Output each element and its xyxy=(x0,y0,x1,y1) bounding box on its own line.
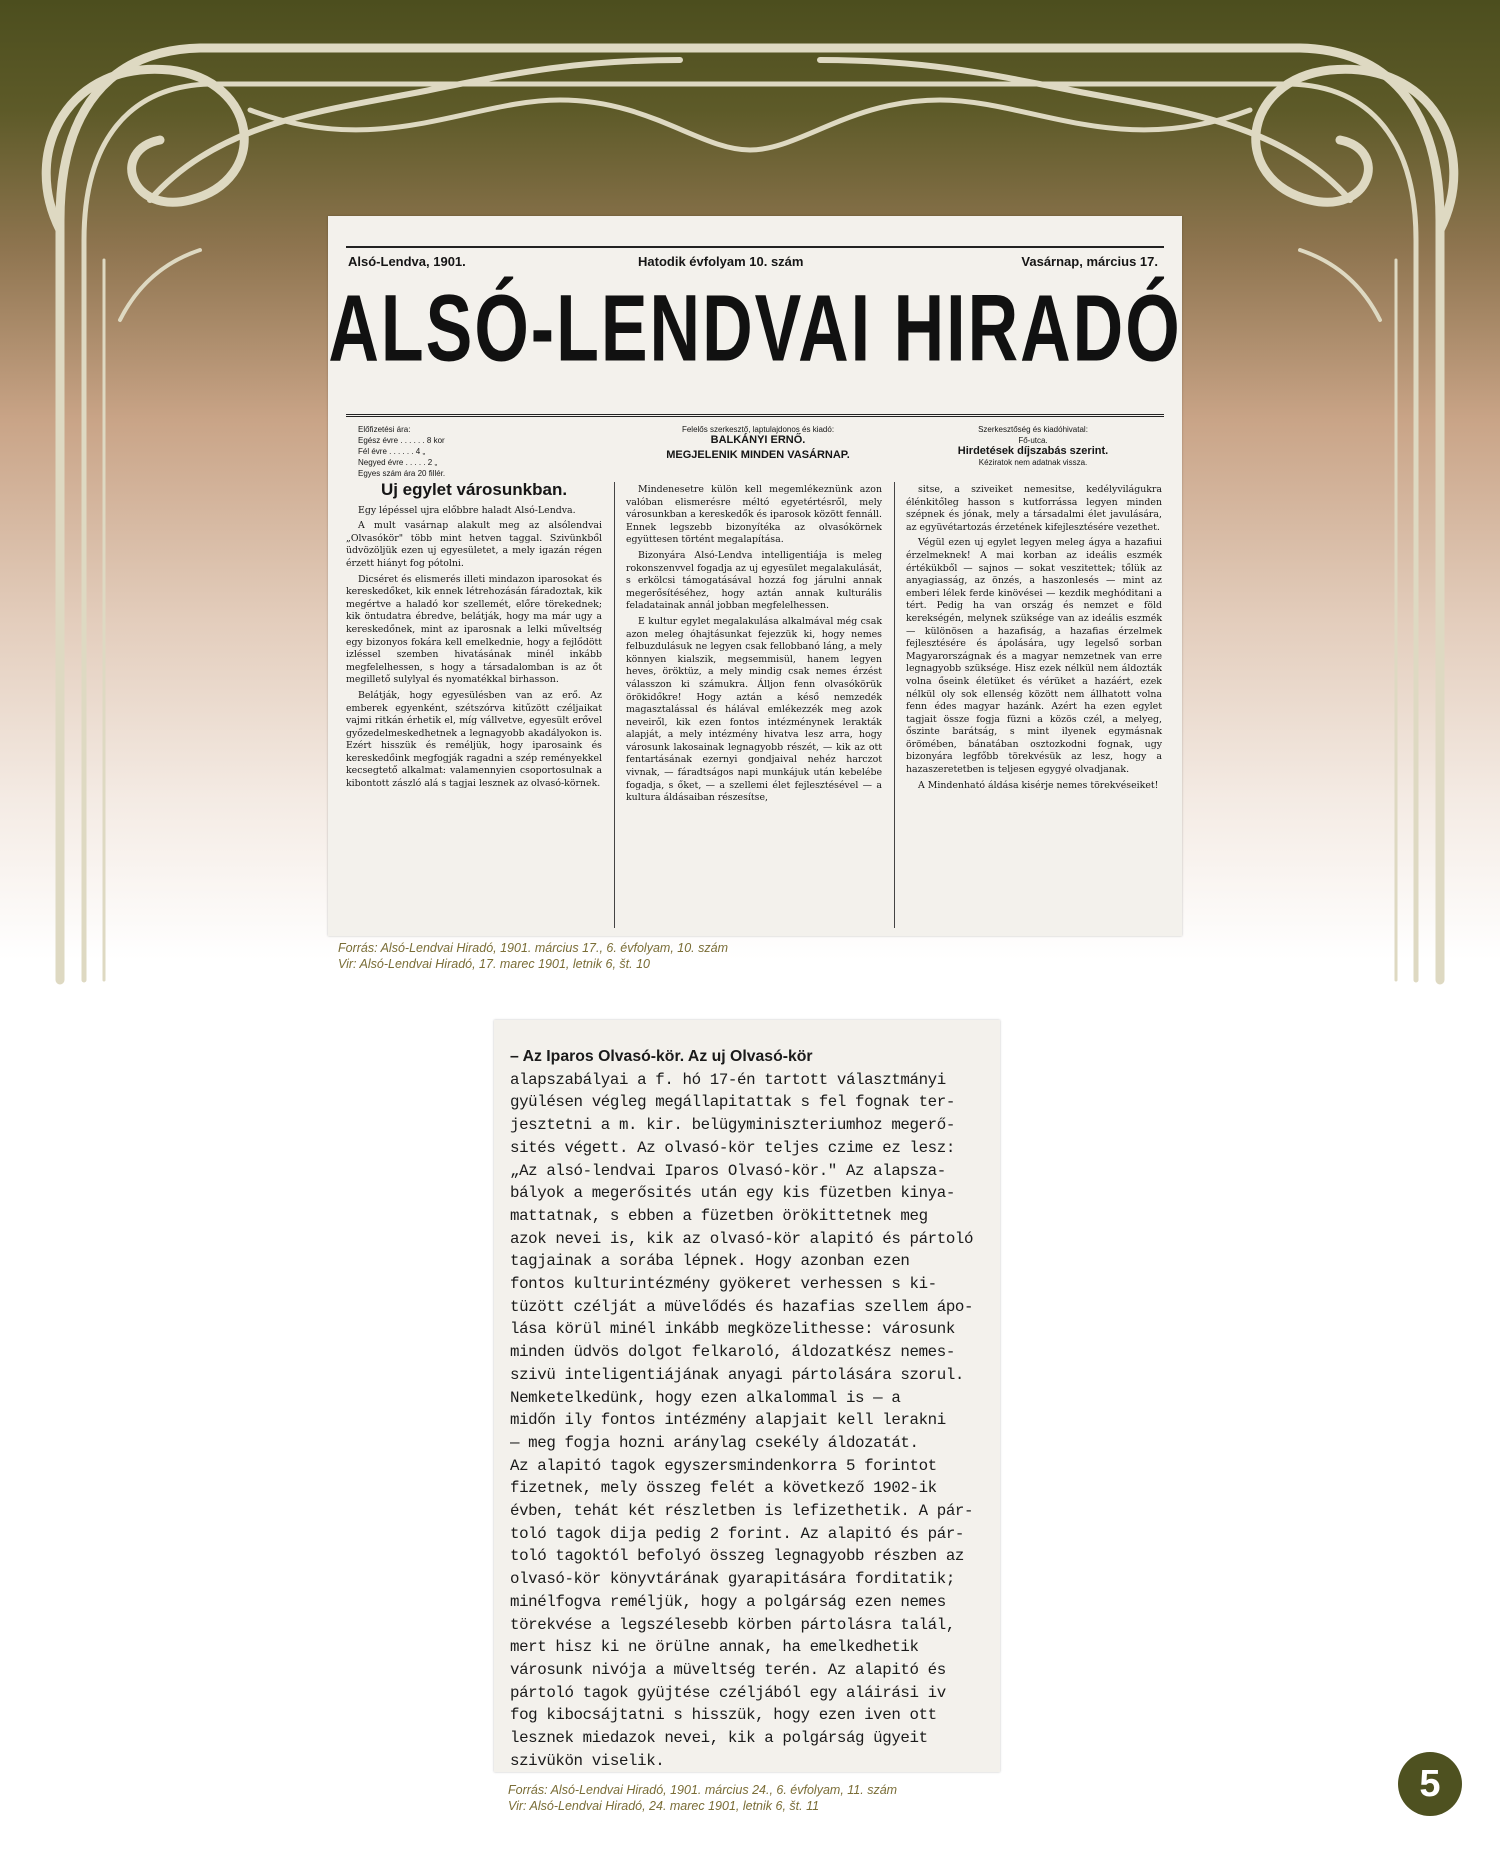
column-divider xyxy=(894,482,895,928)
paragraph: Dicséret és elismerés illeti mindazon iparosokat és kereskedőket, kik ennek létrehozásán fáradoztak, kik megértve a haladó kor szellemét, előre törekednek; kik öntudatra ébredve, belátják, hogy ma már ugy a kereskedőnek, mint az iparosnak a lelki műveltség egy bizonyos fokára kell emelkednie, hogy a fejlődött izléssel szemben hivatásának minél inkább megfelelhessen, s hogy a társadalomban is az őt megillető sulylyal és nyomatékkal birhasson. xyxy=(346,573,602,686)
info-line: Egész évre . . . . . . 8 kor xyxy=(358,436,445,445)
text-line: alapszabályai a f. hó 17-én tartott választmányi xyxy=(510,1070,946,1089)
text-line: toló tagoktól befolyó összeg legnagyobb részben az xyxy=(510,1547,964,1566)
newspaper-clipping-news-item xyxy=(494,1020,1000,1772)
news-item-text xyxy=(510,1046,984,1773)
text-line: olvasó-kör könyvtárának gyarapitására forditatik; xyxy=(510,1570,955,1589)
info-line: Egyes szám ára 20 fillér. xyxy=(358,469,446,478)
source-caption-1 xyxy=(338,940,728,972)
text-line: pártoló tagok gyüjtése czéljából egy aláirási iv xyxy=(510,1683,946,1702)
text-line: sités végett. Az olvasó-kör teljes czime ez lesz: xyxy=(510,1138,955,1157)
text-line: minélfogva reméljük, hogy a polgárság ezen nemes xyxy=(510,1592,946,1611)
text-line: fontos kulturintézmény gyökeret verhessen s ki- xyxy=(510,1275,937,1294)
text-line: azok nevei is, kik az olvasó-kör alapitó és pártoló xyxy=(510,1229,974,1248)
info-line: Előfizetési ára: xyxy=(358,425,411,434)
caption-line: Vir: Alsó-Lendvai Hiradó, 24. marec 1901, letnik 6, št. 11 xyxy=(508,1799,820,1813)
info-line: Kéziratok nem adatnak vissza. xyxy=(978,458,1088,467)
text-line: Nemketelkedünk, hogy ezen alkalommal is — a xyxy=(510,1388,901,1407)
text-line: fizetnek, mely összeg felét a következő 1902-ik xyxy=(510,1479,937,1498)
text-line: lása körül minél inkább megközelithesse: városunk xyxy=(510,1320,955,1339)
publication-schedule: MEGJELENIK MINDEN VASÁRNAP. xyxy=(666,449,850,461)
paragraph: Egy lépéssel ujra előbbre haladt Alsó-Lendva. xyxy=(358,504,576,516)
info-line: Felelős szerkesztő, laptulajdonos és kiadó: xyxy=(681,425,835,434)
ads-info: Hirdetések díjszabás szerint. xyxy=(957,445,1109,457)
masthead-bottom-rule xyxy=(346,414,1164,417)
article-column-2 xyxy=(626,484,882,808)
paragraph: E kultur egylet megalakulása alkalmával még csak azon meleg óhajtásunkat fejezzük ki, hogy nemes felbuzdulásuk ne legyen csak fellobbanó láng, a mely könnyen kialszik, megsemmisül, hanem legyen heves, öröktüz, a mely mindig csak nemes érzést válasszon ki számukra. Álljon fenn olvasókörük örökidőkre! Hogy aztán a késő nemzedék magasztalással és hálával emlékezzék meg azok neveiről, kik ezen fontos intézménynek lerakták alapját, a mely intézmény hivatva lesz arra, hogy városunk lakosainak legnagyobb részét, — kik az ott fentartásának ezernyi gondjaival nehéz harczot vivnak, — fáradtságos napi munkájuk után kebelébe fogadja, s őket, — a szellemi élet fejlesztésével — a kultura áldásaiban részesítse, xyxy=(626,615,882,804)
text-line: Az alapitó tagok egyszersmindenkorra 5 forintot xyxy=(510,1456,937,1475)
masthead-place: Alsó-Lendva, 1901. xyxy=(348,254,466,269)
text-line: fog kibocsájtatni s hisszük, hogy ezen iven ott xyxy=(510,1706,937,1725)
text-line: szivü inteligentiájának anyagi pártolására szorul. xyxy=(510,1365,964,1384)
paragraph: Bizonyára Alsó-Lendva intelligentiája is meleg rokonszenvvel fogadja az uj egyesület megalakulását, s erkölcsi támogatásával hozzá fog járulni annak megerősítéséhez, hogy aztán annak kulturális feladatainak annál jobban megfelelhessen. xyxy=(626,549,882,612)
info-line: Negyed évre . . . . . 2 „ xyxy=(358,458,438,467)
info-line: Szerkesztőség és kiadóhivatal: xyxy=(978,425,1088,434)
page-number-badge: 5 xyxy=(1398,1752,1462,1816)
text-line: midőn ily fontos intézmény alapjait kell lerakni xyxy=(510,1411,946,1430)
text-line: tagjainak a sorába lépnek. Hogy azonban ezen xyxy=(510,1252,910,1271)
caption-line: Forrás: Alsó-Lendvai Hiradó, 1901. március 24., 6. évfolyam, 11. szám xyxy=(508,1783,898,1797)
text-line: törekvése a legszélesebb körben pártolásra talál, xyxy=(510,1615,955,1634)
text-line: szivükön viselik. xyxy=(510,1751,665,1770)
masthead-top-rule xyxy=(346,246,1164,248)
masthead-date: Vasárnap, március 17. xyxy=(1021,254,1158,269)
text-line: toló tagok dija pedig 2 forint. Az alapitó és pár- xyxy=(510,1524,964,1543)
text-line: gyülésen végleg megállapitattak s fel fognak ter- xyxy=(510,1093,955,1112)
text-line: „Az alsó-lendvai Iparos Olvasó-kör." Az alapsza- xyxy=(510,1161,946,1180)
article-title: Uj egylet városunkban. xyxy=(380,480,568,499)
column-divider xyxy=(614,482,615,928)
text-line: városunk nivója a müveltség terén. Az alapitó és xyxy=(510,1660,946,1679)
caption-line: Forrás: Alsó-Lendvai Hiradó, 1901. március 17., 6. évfolyam, 10. szám xyxy=(338,941,728,955)
info-line: Fő-utca. xyxy=(1018,436,1048,445)
text-line: — meg fogja hozni aránylag csekély áldozatát. xyxy=(510,1433,919,1452)
info-line: Fél évre . . . . . . 4 „ xyxy=(358,447,426,456)
text-line: mert hisz ki ne örülne annak, ha emelkedhetik xyxy=(510,1638,919,1657)
paragraph: A mult vasárnap alakult meg az alsólendvai „Olvasókör" több mint hetven taggal. Szivünkből üdvözöljük ezen uj egyesületet, a mely igazán régen érzett hiányt fog pótolni. xyxy=(346,520,602,569)
publisher-info xyxy=(638,424,878,461)
office-info xyxy=(908,424,1158,468)
newspaper-clipping-front-page xyxy=(328,216,1182,936)
text-line: lesznek miedazok nevei, kik a polgárság ügyeit xyxy=(510,1729,928,1748)
paragraph: Belátják, hogy egyesülésben van az erő. Az emberek egyenként, szétszórva kitűzött czéljaikat vajmi ritkán érhetik el, míg vállvetve, egyesült erővel győzedelmeskedhetnek a legnagyobb akadályokon is. Ezért hisszük és reméljük, hogy iparosaink és kereskedőink megfogják ragadni a szép reményekkel kecsegtető alkalmat: valamennyien csoportosulnak a kibontott zászló alá s tagjai lesznek az olvasó-körnek. xyxy=(346,689,602,790)
article-column-1 xyxy=(346,480,602,794)
paragraph: Végül ezen uj egylet legyen meleg ágya a hazafiui érzelmeknek! A mai korban az ideális eszmék értékükből — sajnos — sokat veszitettek; tőlük az anyagiasság, az önzés, a haszonlesés — mint az emberi lélek ferde kinövései — kezdik meghóditani a tért. Pedig ha van ország és nemzet e föld kerekségén, melynek szüksége van az ideális eszmék — különösen a hazafiság, a hazafias érzelmek fejlesztésére és ápolására, ugy legelső sorban Magyarországnak és a magyar nemzetnek van erre legnagyobb szüksége. Hisz ezek nélkül nem áldozták volna őseink életüket és vérüket a hazáért, ezek nélkül oly sok ellenség között nem állhatott volna fenn édes magyar hazánk. Azért ha ezen egylet tagjait össze fogja füzni a közös czél, a melyeg, őszinte barátság, s mint ilyenek egymásnak örömében, bánatában osztozkodni fognak, ugy bizonyára legfőbb törekvésük az lesz, hogy a hazaszeretetben is teljesen egygyé olvadjanak. xyxy=(906,537,1162,776)
publisher-name: BALKÁNYI ERNŐ. xyxy=(710,434,806,446)
newspaper-title: ALSÓ-LENDVAI HIRADÓ xyxy=(328,275,1182,381)
subscription-info xyxy=(358,424,598,479)
text-line: jesztetni a m. kir. belügyminiszteriumhoz megerő- xyxy=(510,1116,955,1135)
source-caption-2 xyxy=(508,1782,897,1814)
text-line: – Az Iparos Olvasó-kör. Az uj Olvasó-kör xyxy=(510,1048,813,1065)
text-line: tüzött czélját a müvelődés és hazafias szellem ápo- xyxy=(510,1297,974,1316)
text-line: évben, tehát két részletben is lefizethetik. A pár- xyxy=(510,1502,974,1521)
masthead-volume: Hatodik évfolyam 10. szám xyxy=(638,254,804,269)
text-line: minden üdvös dolgot felkaroló, áldozatkész nemes- xyxy=(510,1343,955,1362)
paragraph: Mindenesetre külön kell megemlékeznünk azon valóban elismerésre méltó egyetértésről, mely városunkban a kereskedők és iparosok között fennáll. Ennek legszebb bizonyítéka az olvasókörnek együttesen történt megalapítása. xyxy=(626,484,882,546)
text-line: bályok a megerősités után egy kis füzetben kinya- xyxy=(510,1184,955,1203)
paragraph: A Mindenható áldása kisérje nemes törekvéseiket! xyxy=(918,779,1159,791)
caption-line: Vir: Alsó-Lendvai Hiradó, 17. marec 1901, letnik 6, št. 10 xyxy=(338,957,650,971)
article-column-3 xyxy=(906,484,1162,795)
text-line: mattatnak, s ebben a füzetben örökittetnek meg xyxy=(510,1206,928,1225)
paragraph: sitse, a sziveiket nemesitse, kedélyvilágukra élénkitőleg hasson s kutforrássa legyen minden szépnek és jónak, mely a társadalmi élet javulására, az együvétartozás érzetének kifejlesztésére vezethet. xyxy=(906,484,1162,533)
